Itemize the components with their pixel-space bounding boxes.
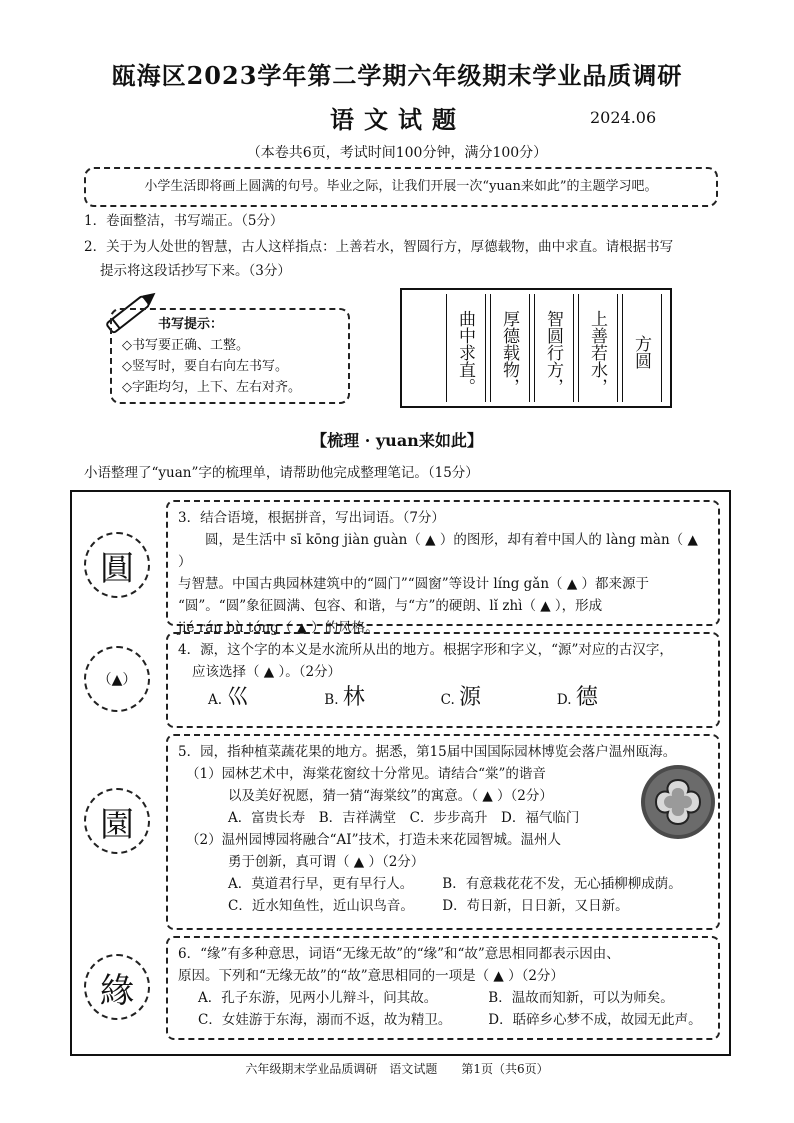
- question-3-head: 3．结合语境，根据拼音，写出词语。（7分）: [178, 510, 445, 526]
- ancient-glyph-c: 源: [459, 685, 482, 710]
- ancient-glyph-d: 德: [575, 685, 598, 710]
- question-5-2-line1: （2）温州园博园将融合“AI”技术，打造未来花园智城。温州人: [186, 832, 561, 848]
- question-6-box: [166, 936, 720, 1040]
- scroll-column-title: 方圆: [622, 294, 662, 402]
- question-4-box: [166, 632, 720, 728]
- option-letter: B.: [324, 692, 339, 708]
- option-b[interactable]: B．温故而知新，可以为师矣。: [488, 990, 674, 1006]
- question-2-line2: 提示将这段话抄写下来。（3分）: [100, 263, 291, 279]
- option-a[interactable]: A．孔子东游，见两小儿辩斗，问其故。: [198, 990, 438, 1006]
- question-4-line2: 应该选择（ ▲ ）。（2分）: [192, 664, 342, 680]
- exam-title: 瓯海区2023学年第二学期六年级期末学业品质调研: [111, 61, 683, 90]
- writing-tip-item: ◇竖写时，要自右向左书写。: [122, 359, 288, 374]
- exam-note: （本卷共6页，考试时间100分钟，满分100分）: [246, 145, 548, 161]
- question-6-options-row1: [178, 987, 708, 1009]
- question-4-line1: 4．源，这个字的本义是水流所从出的地方。根据字形和字义，“源”对应的古汉字，: [178, 642, 673, 658]
- seal-char: 圓: [100, 548, 134, 589]
- option-letter: A.: [208, 692, 223, 708]
- question-3-line: “圆”。“圆”象征圆满、包容、和谐，与“方”的硬朗、lǐ zhì（ ▲ ），形成: [178, 598, 603, 614]
- seal-char-circle: [84, 788, 150, 854]
- option-c[interactable]: [441, 687, 553, 711]
- option-c[interactable]: C．女娃游于东海，溺而不返，故为精卫。: [198, 1012, 452, 1028]
- copy-scroll-box: [400, 288, 672, 408]
- question-5-1-options[interactable]: A．富贵长寿 B．吉祥满堂 C．步步高升 D．福气临门: [228, 810, 580, 826]
- option-a[interactable]: [208, 687, 320, 711]
- ancient-glyph-b: 林: [342, 685, 365, 710]
- exam-subject: 语文试题: [330, 105, 466, 134]
- question-5-2-options-row1: [178, 873, 708, 895]
- question-3-box: [166, 500, 720, 636]
- section-lead: 小语整理了“yuan”字的梳理单，请帮助他完成整理笔记。（15分）: [84, 465, 479, 481]
- answer-placeholder[interactable]: （▲）: [97, 672, 137, 688]
- scroll-column: 智圆行方，: [534, 294, 574, 402]
- option-d[interactable]: D．苟日新，日日新，又日新。: [442, 898, 629, 914]
- page-footer: 六年级期末学业品质调研 语文试题 第1页（共6页）: [245, 1062, 549, 1076]
- question-1: 1．卷面整洁，书写端正。（5分）: [84, 213, 284, 229]
- intro-box: 小学生活即将画上圆满的句号。毕业之际，让我们开展一次“yuan来如此”的主题学习吧。: [84, 167, 718, 207]
- question-3-line: 与智慧。中国古典园林建筑中的“圆门”“圆窗”等设计 líng gǎn（ ▲ ）都来源于: [178, 576, 650, 592]
- seal-char-circle: [84, 954, 150, 1020]
- question-5-box: [166, 734, 720, 930]
- question-4-options: [178, 687, 708, 711]
- writing-tips-head: 书写提示：: [158, 317, 224, 332]
- question-3-line: 圆，是生活中 sī kōng jiàn guàn（ ▲ ）的图形，却有着中国人的 làng màn（ ▲ ）: [178, 532, 698, 570]
- option-c[interactable]: C．近水知鱼性，近山识鸟音。: [228, 898, 414, 914]
- exam-date: 2024.06: [590, 108, 657, 127]
- seal-char-circle: [84, 532, 150, 598]
- crabapple-window-image: [640, 764, 716, 840]
- section-title: 【梳理 · yuan来如此】: [311, 431, 483, 450]
- option-d[interactable]: [557, 687, 669, 711]
- question-6-options-row2: [178, 1009, 708, 1031]
- question-5-2-line2: 勇于创新，真可谓（ ▲ ）（2分）: [228, 854, 425, 870]
- question-2-line1: 2．关于为人处世的智慧，古人这样指点：上善若水，智圆行方，厚德载物，曲中求直。请根据书写: [84, 239, 674, 255]
- option-d[interactable]: D．聒碎乡心梦不成，故园无此声。: [488, 1012, 702, 1028]
- writing-tip-item: ◇字距均匀，上下、左右对齐。: [122, 380, 301, 395]
- question-5-1-line2: 以及美好祝愿，猜一猜“海棠纹”的寓意。（ ▲ ）（2分）: [228, 788, 553, 804]
- option-a[interactable]: A．莫道君行早，更有早行人。: [228, 876, 414, 892]
- ancient-glyph-a: 巛: [226, 685, 249, 710]
- scroll-column: 上善若水，: [578, 294, 618, 402]
- question-3-line: jié rán bù tóng（ ▲ ）的风格。: [178, 620, 379, 636]
- scroll-column: 厚德载物，: [490, 294, 530, 402]
- seal-char: 緣: [100, 970, 134, 1011]
- option-b[interactable]: [324, 687, 436, 711]
- option-letter: C.: [440, 692, 455, 708]
- answer-circle: [84, 646, 150, 712]
- question-5-head: 5．园，指种植菜蔬花果的地方。据悉，第15届中国国际园林博览会落户温州瓯海。: [178, 744, 677, 760]
- question-6-line1: 6．“缘”有多种意思，词语“无缘无故”的“缘”和“故”意思相同都表示因由、: [178, 946, 620, 962]
- question-5-1-line1: （1）园林艺术中，海棠花窗纹十分常见。请结合“棠”的谐音: [186, 766, 546, 782]
- writing-tip-item: ◇书写要正确、工整。: [122, 338, 249, 353]
- question-6-line2: 原因。下列和“无缘无故”的“故”意思相同的一项是（ ▲ ）（2分）: [178, 968, 564, 984]
- writing-tips-box: [110, 308, 350, 404]
- scroll-column: 曲中求直。: [446, 294, 486, 402]
- seal-char: 園: [100, 804, 134, 845]
- option-letter: D.: [556, 692, 572, 708]
- question-5-2-options-row2: [178, 895, 708, 917]
- option-b[interactable]: B．有意栽花花不发，无心插柳柳成荫。: [442, 876, 682, 892]
